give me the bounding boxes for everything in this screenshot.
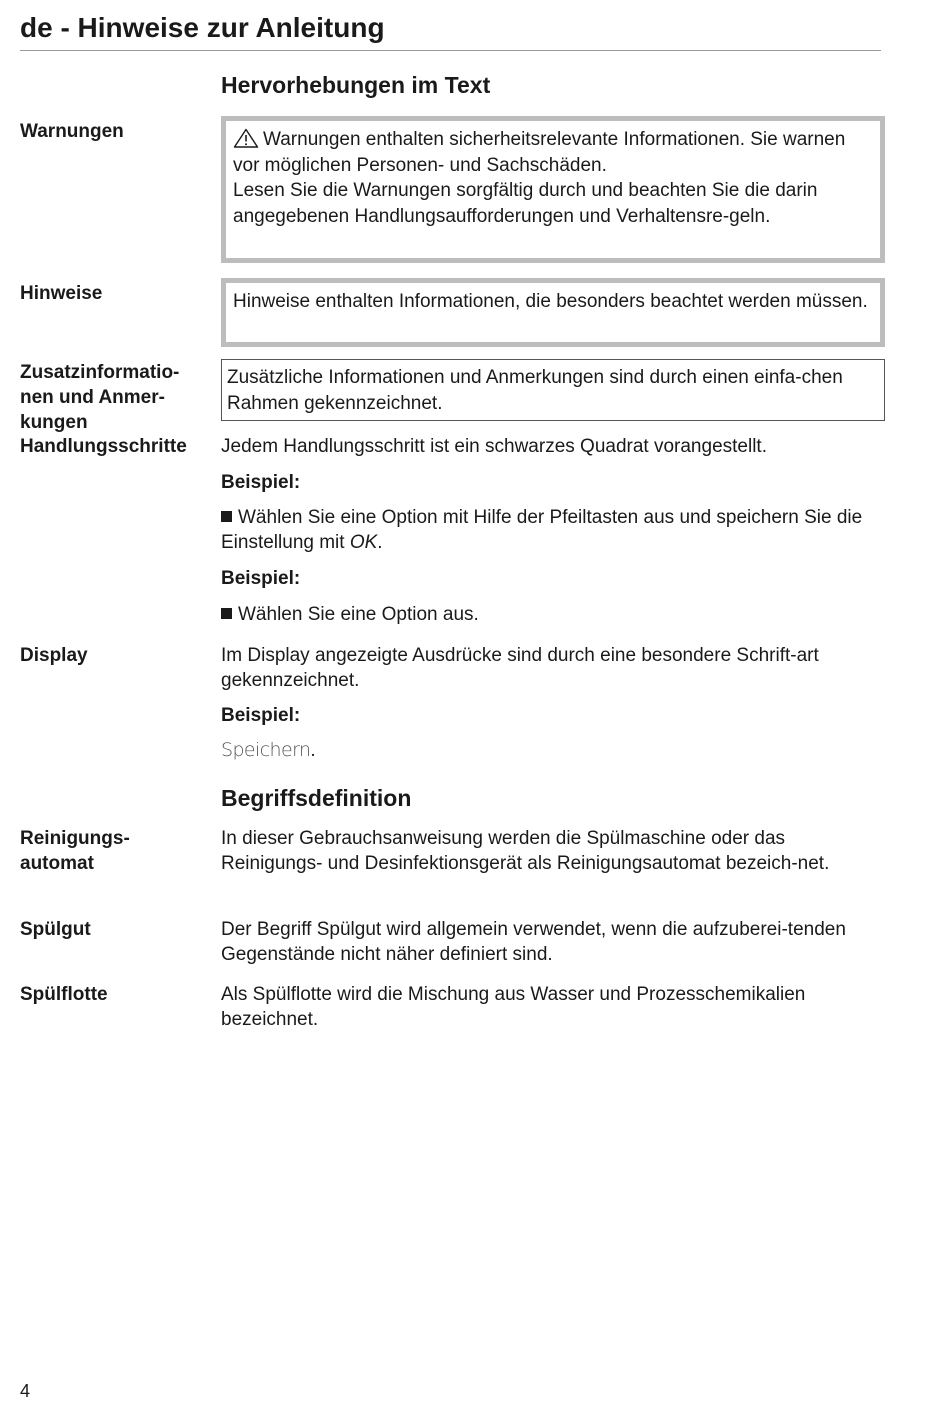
warning-text-line1: Warnungen enthalten sicherheitsrelevante Informationen. Sie warnen vor möglichen Personen- und Sachschäden. [233,129,846,176]
section-heading-begriffsdefinition: Begriffsdefinition [221,785,412,811]
label-hinweise: Hinweise [20,283,103,304]
label-display: Display [20,645,88,666]
warning-triangle-icon [233,128,259,148]
label-zusatz-line1: Zusatzinformatio- [20,362,180,383]
automat-definition: In dieser Gebrauchsanweisung werden die Spülmaschine oder das Reinigungs- und Desinfektionsgerät als Reinigungsautomat bezeich-net. [221,828,830,874]
title-divider [20,50,881,51]
display-description: Im Display angezeigte Ausdrücke sind durch eine besondere Schrift-art gekennzeichnet. [221,645,819,691]
label-automat-line2: automat [20,853,94,874]
example-label-2: Beispiel: [221,568,301,589]
label-spuelgut: Spülgut [20,919,91,940]
warning-box [221,116,885,263]
spuelgut-definition: Der Begriff Spülgut wird allgemein verwendet, wenn die aufzuberei-tenden Gegenstände nicht näher definiert sind. [221,919,846,965]
warning-text-1 [233,127,870,178]
step-example-1-text: Wählen Sie eine Option mit Hilfe der Pfeiltasten aus und speichern Sie die Einstellung mit [221,507,863,553]
step-example-2-text: Wählen Sie eine Option aus. [238,604,479,625]
info-box [221,359,885,421]
label-zusatz-line2: nen und Anmer- [20,387,165,408]
label-handlungsschritte: Handlungsschritte [20,436,187,457]
step-example-2 [221,602,885,627]
display-font-sample: Speichern [221,739,311,761]
black-square-icon [221,608,232,619]
step-example-1 [221,505,885,555]
ok-key-text: OK [349,532,378,553]
spuelflotte-definition: Als Spülflotte wird die Mischung aus Wasser und Prozesschemikalien bezeichnet. [221,984,806,1030]
section-heading-hervorhebungen: Hervorhebungen im Text [221,72,491,98]
example-label-3: Beispiel: [221,705,301,726]
label-reinigungsautomat [20,826,210,876]
info-text: Zusätzliche Informationen und Anmerkungen sind durch einen einfa-chen Rahmen gekennzeichnet. [227,367,843,414]
display-example [221,738,885,763]
black-square-icon [221,511,232,522]
steps-description: Jedem Handlungsschritt ist ein schwarzes Quadrat vorangestellt. [221,436,767,457]
page-number: 4 [20,1381,31,1401]
label-automat-line1: Reinigungs- [20,828,130,849]
warning-text-line2: Lesen Sie die Warnungen sorgfältig durch und beachten Sie die darin angegebenen Handlungsaufforderungen und Verhaltensre-geln. [233,180,818,227]
label-spuelflotte: Spülflotte [20,984,108,1005]
label-zusatz-line3: kungen [20,412,88,433]
example-label-1: Beispiel: [221,472,301,493]
display-example-end: . [310,740,316,761]
step-example-1-end: . [377,532,383,553]
page-title: de - Hinweise zur Anleitung [20,12,385,43]
note-text: Hinweise enthalten Informationen, die besonders beachtet werden müssen. [233,291,868,312]
label-zusatzinformationen [20,360,210,435]
note-box [221,278,885,347]
label-warnungen: Warnungen [20,121,124,142]
